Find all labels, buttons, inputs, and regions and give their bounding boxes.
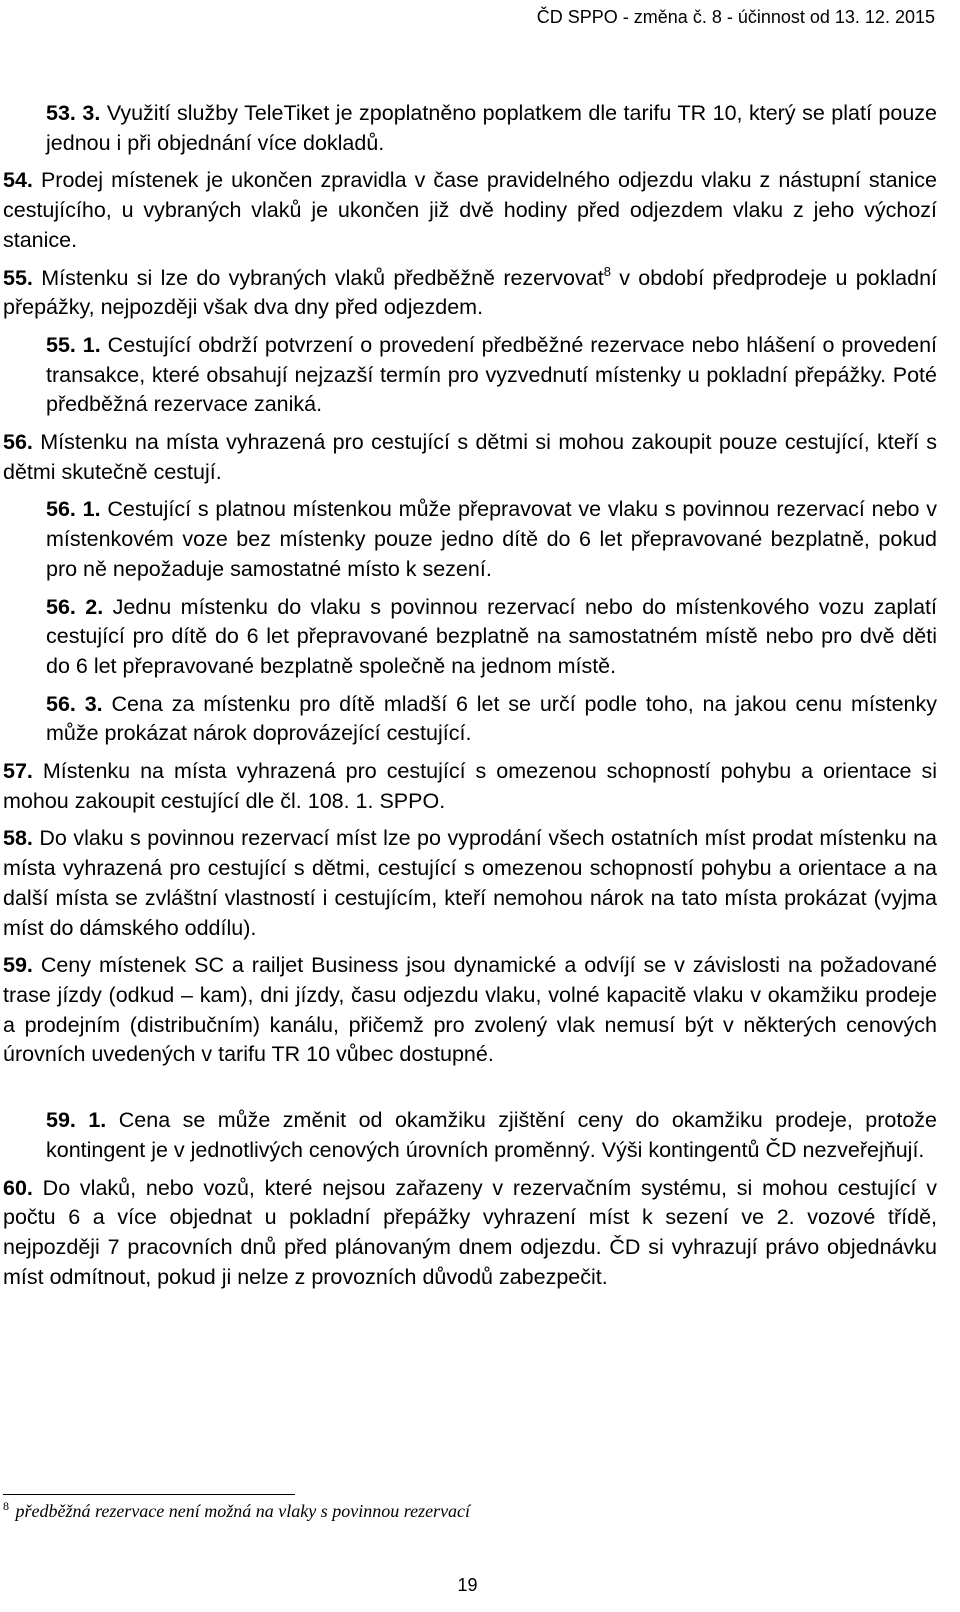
paragraph-57 xyxy=(3,757,937,816)
document-body xyxy=(3,99,937,1300)
paragraph-60 xyxy=(3,1174,937,1293)
paragraph-number: 56. 1. xyxy=(46,497,101,522)
paragraph-number: 60. xyxy=(3,1175,33,1200)
footnote-reference: 8 xyxy=(603,263,611,279)
paragraph-number: 59. xyxy=(3,953,33,978)
page-number: 19 xyxy=(457,1575,478,1595)
paragraph-text: Prodej místenek je ukončen zpravidla v čase pravidelného odjezdu vlaku z nástupní stanice cestujícího, u vybraných vlaků je ukončen již dvě hodiny před odjezdem vlaku z jeho výchozí stanice. xyxy=(3,168,937,252)
paragraph-55-1 xyxy=(3,331,937,420)
paragraph-text: Cena za místenku pro dítě mladší 6 let se určí podle toho, na jakou cenu místenky může prokázat nárok doprovázející cestující. xyxy=(46,691,937,746)
paragraph-text: Ceny místenek SC a railjet Business jsou dynamické a odvíjí se v závislosti na požadované trase jízdy (odkud – kam), dni jízdy, času odjezdu vlaku, volné kapacitě vlaku v okamžiku prodeje a prodejním (distribučním) kanálu, přičemž pro zvolený vlak nemusí být v některých cenových úrovních uvedených v tarifu TR 10 vůbec dostupné. xyxy=(3,953,937,1067)
paragraph-53-3 xyxy=(3,99,937,158)
paragraph-number: 56. xyxy=(3,430,33,455)
paragraph-number: 56. 3. xyxy=(46,691,103,716)
paragraph-text: Cestující s platnou místenkou může přepravovat ve vlaku s povinnou rezervací nebo v místenkovém voze bez místenky pouze jedno dítě do 6 let přepravované bezplatně, pokud pro ně nepožaduje samostatné místo k sezení. xyxy=(46,497,937,581)
footnote-number: 8 xyxy=(3,1499,9,1513)
footnote xyxy=(3,1500,903,1522)
page-header: ČD SPPO - změna č. 8 - účinnost od 13. 12. 2015 xyxy=(536,7,935,27)
paragraph-text: Cena se může změnit od okamžiku zjištění ceny do okamžiku prodeje, protože kontingent je v jednotlivých cenových úrovních proměnný. Výši kontingentů ČD nezveřejňují. xyxy=(46,1108,937,1162)
paragraph-text: Do vlaků, nebo vozů, které nejsou zařazeny v rezervačním systému, si mohou cestující v počtu 6 a více objednat u pokladní přepážky vyhrazení míst k sezení ve 2. vozové třídě, nejpozději 7 pracovních dnů před plánovaným dnem odjezdu. ČD si vyhrazují právo objednávku míst odmítnout, pokud ji nelze z provozních důvodů zabezpečit. xyxy=(3,1175,937,1289)
paragraph-59 xyxy=(3,951,937,1070)
paragraph-56-3 xyxy=(3,690,937,749)
paragraph-56-1 xyxy=(3,495,937,584)
paragraph-56 xyxy=(3,428,937,487)
paragraph-text: Místenku na místa vyhrazená pro cestující s omezenou schopností pohybu a orientace si mohou zakoupit cestující dle čl. 108. 1. SPPO. xyxy=(3,759,937,813)
paragraph-number: 53. 3. xyxy=(46,101,101,125)
paragraph-text: Cestující obdrží potvrzení o provedení předběžné rezervace nebo hlášení o provedení transakce, které obsahují nejzazší termín pro vyzvednutí místenky u pokladní přepážky. Poté předběžná rezervace zaniká. xyxy=(46,332,937,417)
footnote-text: předběžná rezervace není možná na vlaky s povinnou rezervací xyxy=(15,1501,471,1521)
paragraph-56-2 xyxy=(3,593,937,682)
paragraph-number: 58. xyxy=(3,826,33,851)
paragraph-text: Do vlaku s povinnou rezervací míst lze po vyprodání všech ostatních míst prodat místenku na místa vyhrazená pro cestující s dětmi, cestující s omezenou schopností pohybu a orientace a na další místa se zvláštní vlastností i cestujícím, kteří nemohou nárok na tato místa prokázat (vyjma míst do dámského oddílu). xyxy=(3,826,937,940)
paragraph-number: 56. 2. xyxy=(46,594,104,619)
paragraph-text: Místenku si lze do vybraných vlaků předběžně rezervovat xyxy=(41,265,604,290)
paragraph-text-continued: v období předprodeje u pokladní přepážky, nejpozději však dva dny před odjezdem. xyxy=(3,265,937,320)
paragraph-58 xyxy=(3,824,937,943)
paragraph-text: Využití služby TeleTiket je zpoplatněno poplatkem dle tarifu TR 10, který se platí pouze jednou i při objednání více dokladů. xyxy=(46,101,937,155)
footnote-separator xyxy=(3,1494,295,1495)
paragraph-59-1 xyxy=(3,1106,937,1165)
paragraph-54 xyxy=(3,166,937,255)
paragraph-number: 59. 1. xyxy=(46,1108,107,1133)
paragraph-number: 54. xyxy=(3,168,33,193)
paragraph-text: Místenku na místa vyhrazená pro cestující s dětmi si mohou zakoupit pouze cestující, kteří s dětmi skutečně cestují. xyxy=(3,430,937,484)
paragraph-number: 55. xyxy=(3,265,33,290)
paragraph-number: 55. 1. xyxy=(46,332,101,357)
paragraph-55 xyxy=(3,264,937,323)
paragraph-number: 57. xyxy=(3,759,33,784)
paragraph-text: Jednu místenku do vlaku s povinnou rezervací nebo do místenkového vozu zaplatí cestující pro dítě do 6 let přepravované bezplatně na samostatném místě nebo pro dvě děti do 6 let přepravované bezplatně společně na jednom místě. xyxy=(46,594,937,678)
